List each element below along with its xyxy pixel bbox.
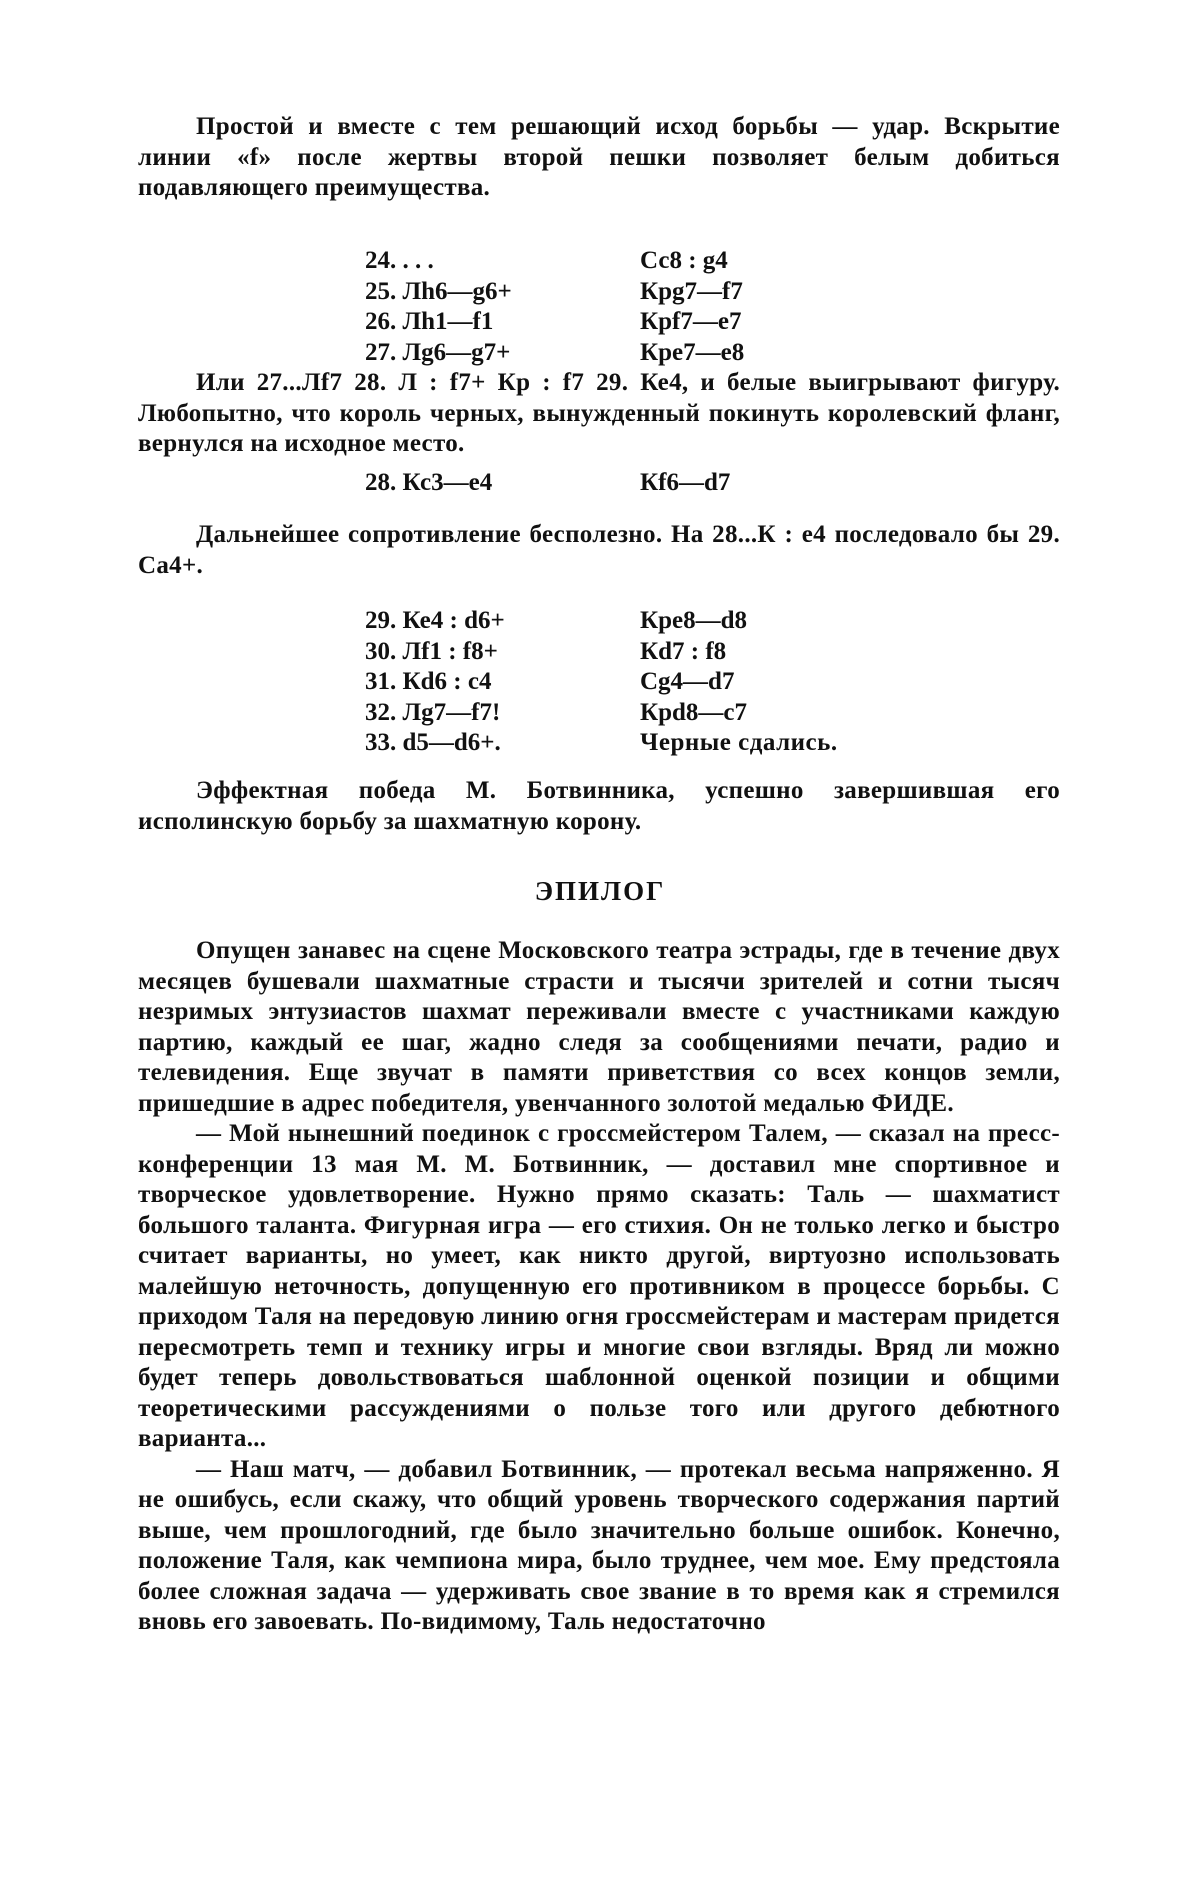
white-move: 27. Лg6—g7+ bbox=[365, 338, 640, 369]
white-move: 24. . . . bbox=[365, 246, 640, 277]
moves-block-1 bbox=[365, 246, 925, 368]
white-move: 28. Кс3—е4 bbox=[365, 468, 640, 499]
epilogue-paragraph: — Мой нынешний поединок с гроссмейстером Талем, — сказал на пресс-конференции 13 мая М. М. Ботвинник, — доставил мне спортивное и творческое удовлетворение. Нужно прямо сказать: Таль — шахматист большого таланта. Фигурная игра — его стихия. Он не только легко и быстро считает варианты, но умеет, как никто другой, виртуозно использовать малейшую неточность, допущенную его противником в процессе борьбы. С приходом Таля на передовую линию огня гроссмейстерам и мастерам придется пересмотреть темп и технику игры и многие свои взгляды. Вряд ли можно будет теперь довольствоваться шаблонной оценкой позиции и общими теоретическими рассуждениями о пользе того или другого дебютного варианта... bbox=[138, 1119, 1060, 1455]
comment-2-paragraph: Дальнейшее сопротивление бесполезно. На 28...К : е4 последовало бы 29. Са4+. bbox=[138, 520, 1060, 581]
white-move: 25. Лh6—g6+ bbox=[365, 277, 640, 308]
white-move: 29. Ке4 : d6+ bbox=[365, 606, 640, 637]
black-move: Кре8—d8 bbox=[640, 606, 747, 637]
move-row bbox=[365, 728, 925, 759]
black-move: Крd8—с7 bbox=[640, 698, 747, 729]
white-move: 30. Лf1 : f8+ bbox=[365, 637, 640, 668]
move-row bbox=[365, 667, 925, 698]
moves-block-2 bbox=[365, 468, 925, 499]
intro-text bbox=[138, 112, 1060, 204]
black-move: Кf6—d7 bbox=[640, 468, 730, 499]
epilogue-paragraph: — Наш матч, — добавил Ботвинник, — протекал весьма напряженно. Я не ошибусь, если скажу, что общий уровень творческого содержания партий выше, чем прошлогодний, где было значительно больше ошибок. Конечно, положение Таля, как чемпиона мира, было труднее, чем мое. Ему предстояла более сложная задача — удерживать свое звание в то время как я стремился вновь его завоевать. По-видимому, Таль недостаточно bbox=[138, 1455, 1060, 1638]
epilogue-text bbox=[138, 936, 1060, 1638]
move-row bbox=[365, 637, 925, 668]
move-row bbox=[365, 338, 925, 369]
move-row bbox=[365, 246, 925, 277]
comment-1-paragraph: Или 27...Лf7 28. Л : f7+ Кр : f7 29. Ке4, и белые выигрывают фигуру. Любопытно, что король черных, вынужденный покинуть королевский фланг, вернулся на исходное место. bbox=[138, 368, 1060, 460]
move-row bbox=[365, 468, 925, 499]
intro-paragraph: Простой и вместе с тем решающий исход борьбы — удар. Вскрытие линии «f» после жертвы второй пешки позволяет белым добиться подавляющего преимущества. bbox=[138, 112, 1060, 204]
black-move: Кре7—е8 bbox=[640, 338, 744, 369]
comment-1-text bbox=[138, 368, 1060, 460]
moves-block-3 bbox=[365, 606, 925, 759]
epilogue-heading: ЭПИЛОГ bbox=[0, 876, 1200, 907]
white-move: 31. Кd6 : с4 bbox=[365, 667, 640, 698]
black-move: Крf7—е7 bbox=[640, 307, 741, 338]
white-move: 26. Лh1—f1 bbox=[365, 307, 640, 338]
move-row bbox=[365, 307, 925, 338]
move-row bbox=[365, 277, 925, 308]
white-move: 32. Лg7—f7! bbox=[365, 698, 640, 729]
comment-2-text bbox=[138, 520, 1060, 581]
book-page bbox=[0, 0, 1200, 1903]
black-move: Сg4—d7 bbox=[640, 667, 734, 698]
black-move: Крg7—f7 bbox=[640, 277, 743, 308]
conclusion-paragraph: Эффектная победа М. Ботвинника, успешно завершившая его исполинскую борьбу за шахматную корону. bbox=[138, 776, 1060, 837]
move-row bbox=[365, 606, 925, 637]
epilogue-paragraph: Опущен занавес на сцене Московского театра эстрады, где в течение двух месяцев бушевали шахматные страсти и тысячи зрителей и сотни тысяч незримых энтузиастов шахмат переживали вместе с участниками каждую партию, каждый ее шаг, жадно следя за сообщениями печати, радио и телевидения. Еще звучат в памяти приветствия со всех концов земли, пришедшие в адрес победителя, увенчанного золотой медалью ФИДЕ. bbox=[138, 936, 1060, 1119]
white-move: 33. d5—d6+. bbox=[365, 728, 640, 759]
move-row bbox=[365, 698, 925, 729]
resignation-text: Черные сдались. bbox=[640, 728, 838, 759]
conclusion-text bbox=[138, 776, 1060, 837]
black-move: Сс8 : g4 bbox=[640, 246, 728, 277]
black-move: Кd7 : f8 bbox=[640, 637, 726, 668]
